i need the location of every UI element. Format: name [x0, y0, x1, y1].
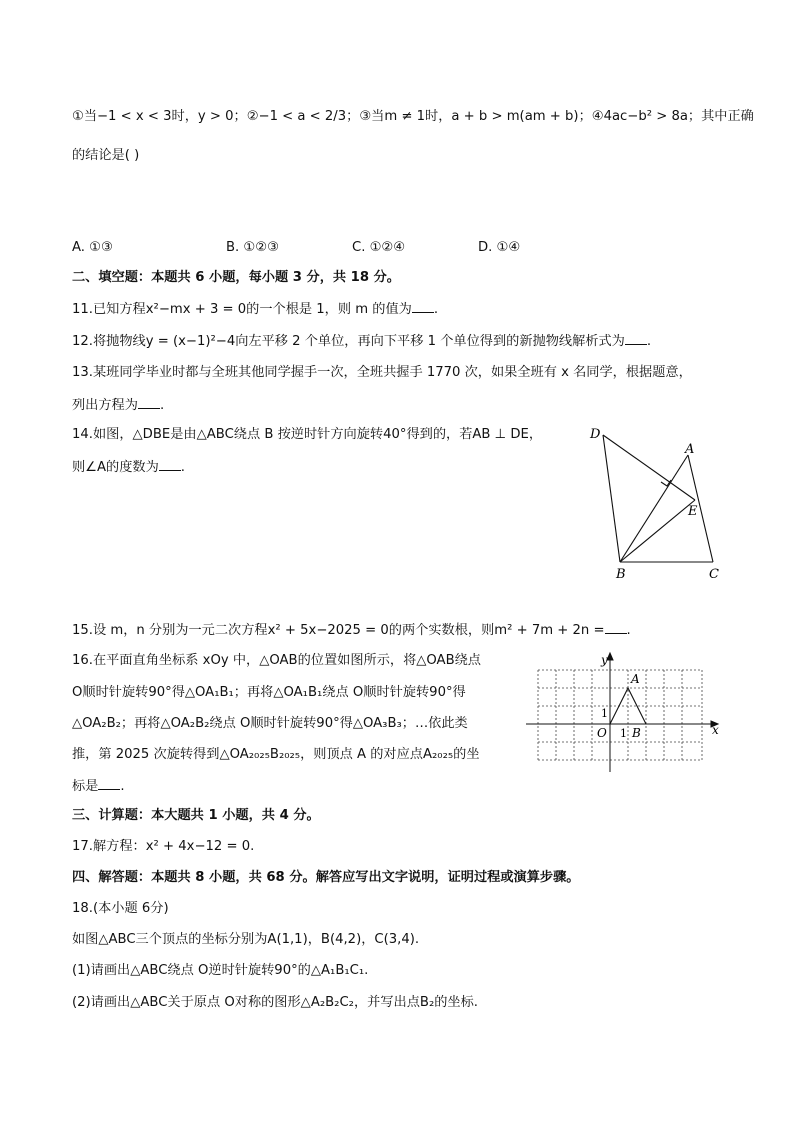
label-y: y [601, 653, 608, 667]
q10-prompt: 的结论是( ) [72, 148, 140, 163]
answer-blank [98, 776, 120, 790]
answer-blank [159, 457, 181, 471]
label-b: B [616, 567, 626, 582]
label-b: B [632, 726, 641, 740]
q14-rotation-figure [585, 422, 725, 587]
q14-line1: 14.如图，△DBE是由△ABC绕点 B 按逆时针方向旋转40°得到的，若AB ⊥ DE， [72, 427, 543, 442]
q10-option-b: B. ①②③ [226, 240, 279, 255]
section-fill-in-heading: 二、填空题：本题共 6 小题，每小题 3 分，共 18 分。 [72, 270, 400, 285]
segment-de [603, 435, 695, 500]
question-11: 11.已知方程x²−mx + 3 = 0的一个根是 1，则 m 的值为 . [72, 299, 438, 320]
label-x: x [712, 723, 719, 737]
q18-title: 18.(本小题 6分) [72, 901, 169, 916]
q18-part2: (2)请画出△ABC关于原点 O对称的图形△A₂B₂C₂，并写出点B₂的坐标. [72, 995, 478, 1010]
q12-text: 12.将抛物线y = (x−1)²−4向左平移 2 个单位，再向下平移 1 个单位得到的新抛物线解析式为 [72, 334, 625, 349]
question-15: 15.设 m，n 分别为一元二次方程x² + 5x−2025 = 0的两个实数根，则m² + 7m + 2n = . [72, 620, 631, 641]
answer-blank [625, 331, 647, 345]
q16-coordinate-grid [522, 648, 728, 774]
segment-db [603, 435, 620, 562]
q16-line3: △OA₂B₂；再将△OA₂B₂绕点 O顺时针旋转90°得△OA₃B₃；…依此类 [72, 716, 468, 731]
question-16-line5: 标是 . [72, 776, 125, 797]
section-answer-heading: 四、解答题：本题共 8 小题，共 68 分。解答应写出文字说明，证明过程或演算步骤。 [72, 870, 580, 885]
q18-stem: 如图△ABC三个顶点的坐标分别为A(1,1)，B(4,2)，C(3,4). [72, 932, 420, 947]
label-c: C [709, 567, 719, 582]
answer-blank [605, 620, 627, 634]
q16-text: 标是 [72, 779, 99, 794]
q18-part1: (1)请画出△ABC绕点 O逆时针旋转90°的△A₁B₁C₁. [72, 963, 369, 978]
segment-be [620, 500, 695, 562]
section-calculation-heading: 三、计算题：本大题共 1 小题，共 4 分。 [72, 808, 320, 823]
q14-text: 则∠A的度数为 [72, 460, 159, 475]
y-axis-arrow [607, 653, 613, 660]
q10-option-a: A. ①③ [72, 240, 113, 255]
q13-text: 列出方程为 [72, 398, 138, 413]
question-17: 17.解方程：x² + 4x−12 = 0. [72, 839, 255, 854]
q10-option-c: C. ①②④ [352, 240, 406, 255]
q10-option-d: D. ①④ [478, 240, 521, 255]
q16-line4: 推，第 2025 次旋转得到△OA₂₀₂₅B₂₀₂₅，则顶点 A 的对应点A₂₀₂₅的坐 [72, 747, 480, 762]
question-13-line2: 列出方程为 . [72, 395, 164, 416]
label-d: D [590, 427, 601, 442]
answer-blank [412, 299, 434, 313]
label-a: A [685, 442, 695, 457]
question-14-line2: 则∠A的度数为 . [72, 457, 185, 478]
label-o: O [597, 726, 607, 740]
question-12: 12.将抛物线y = (x−1)²−4向左平移 2 个单位，再向下平移 1 个单位得到的新抛物线解析式为 . [72, 331, 651, 352]
q16-line2: O顺时针旋转90°得△OA₁B₁；再将△OA₁B₁绕点 O顺时针旋转90°得 [72, 685, 466, 700]
grid-lines [538, 670, 702, 760]
unit-x: 1 [620, 727, 627, 740]
answer-blank [138, 395, 160, 409]
label-e: E [688, 504, 698, 519]
q13-line1: 13.某班同学毕业时都与全班其他同学握手一次，全班共握手 1770 次，如果全班有 x 名同学，根据题意， [72, 365, 692, 380]
unit-y: 1 [601, 707, 608, 720]
q15-text: 15.设 m，n 分别为一元二次方程x² + 5x−2025 = 0的两个实数根，则m² + 7m + 2n = [72, 623, 605, 638]
q11-text: 11.已知方程x²−mx + 3 = 0的一个根是 1，则 m 的值为 [72, 302, 412, 317]
q10-conditions: ①当−1 < x < 3时，y > 0；②−1 < a < 2/3；③当m ≠ 1时，a + b > m(am + b)；④4ac−b² > 8a；其中正确 [72, 109, 754, 124]
q16-line1: 16.在平面直角坐标系 xOy 中，△OAB的位置如图所示，将△OAB绕点 [72, 653, 481, 668]
label-a: A [631, 672, 640, 686]
